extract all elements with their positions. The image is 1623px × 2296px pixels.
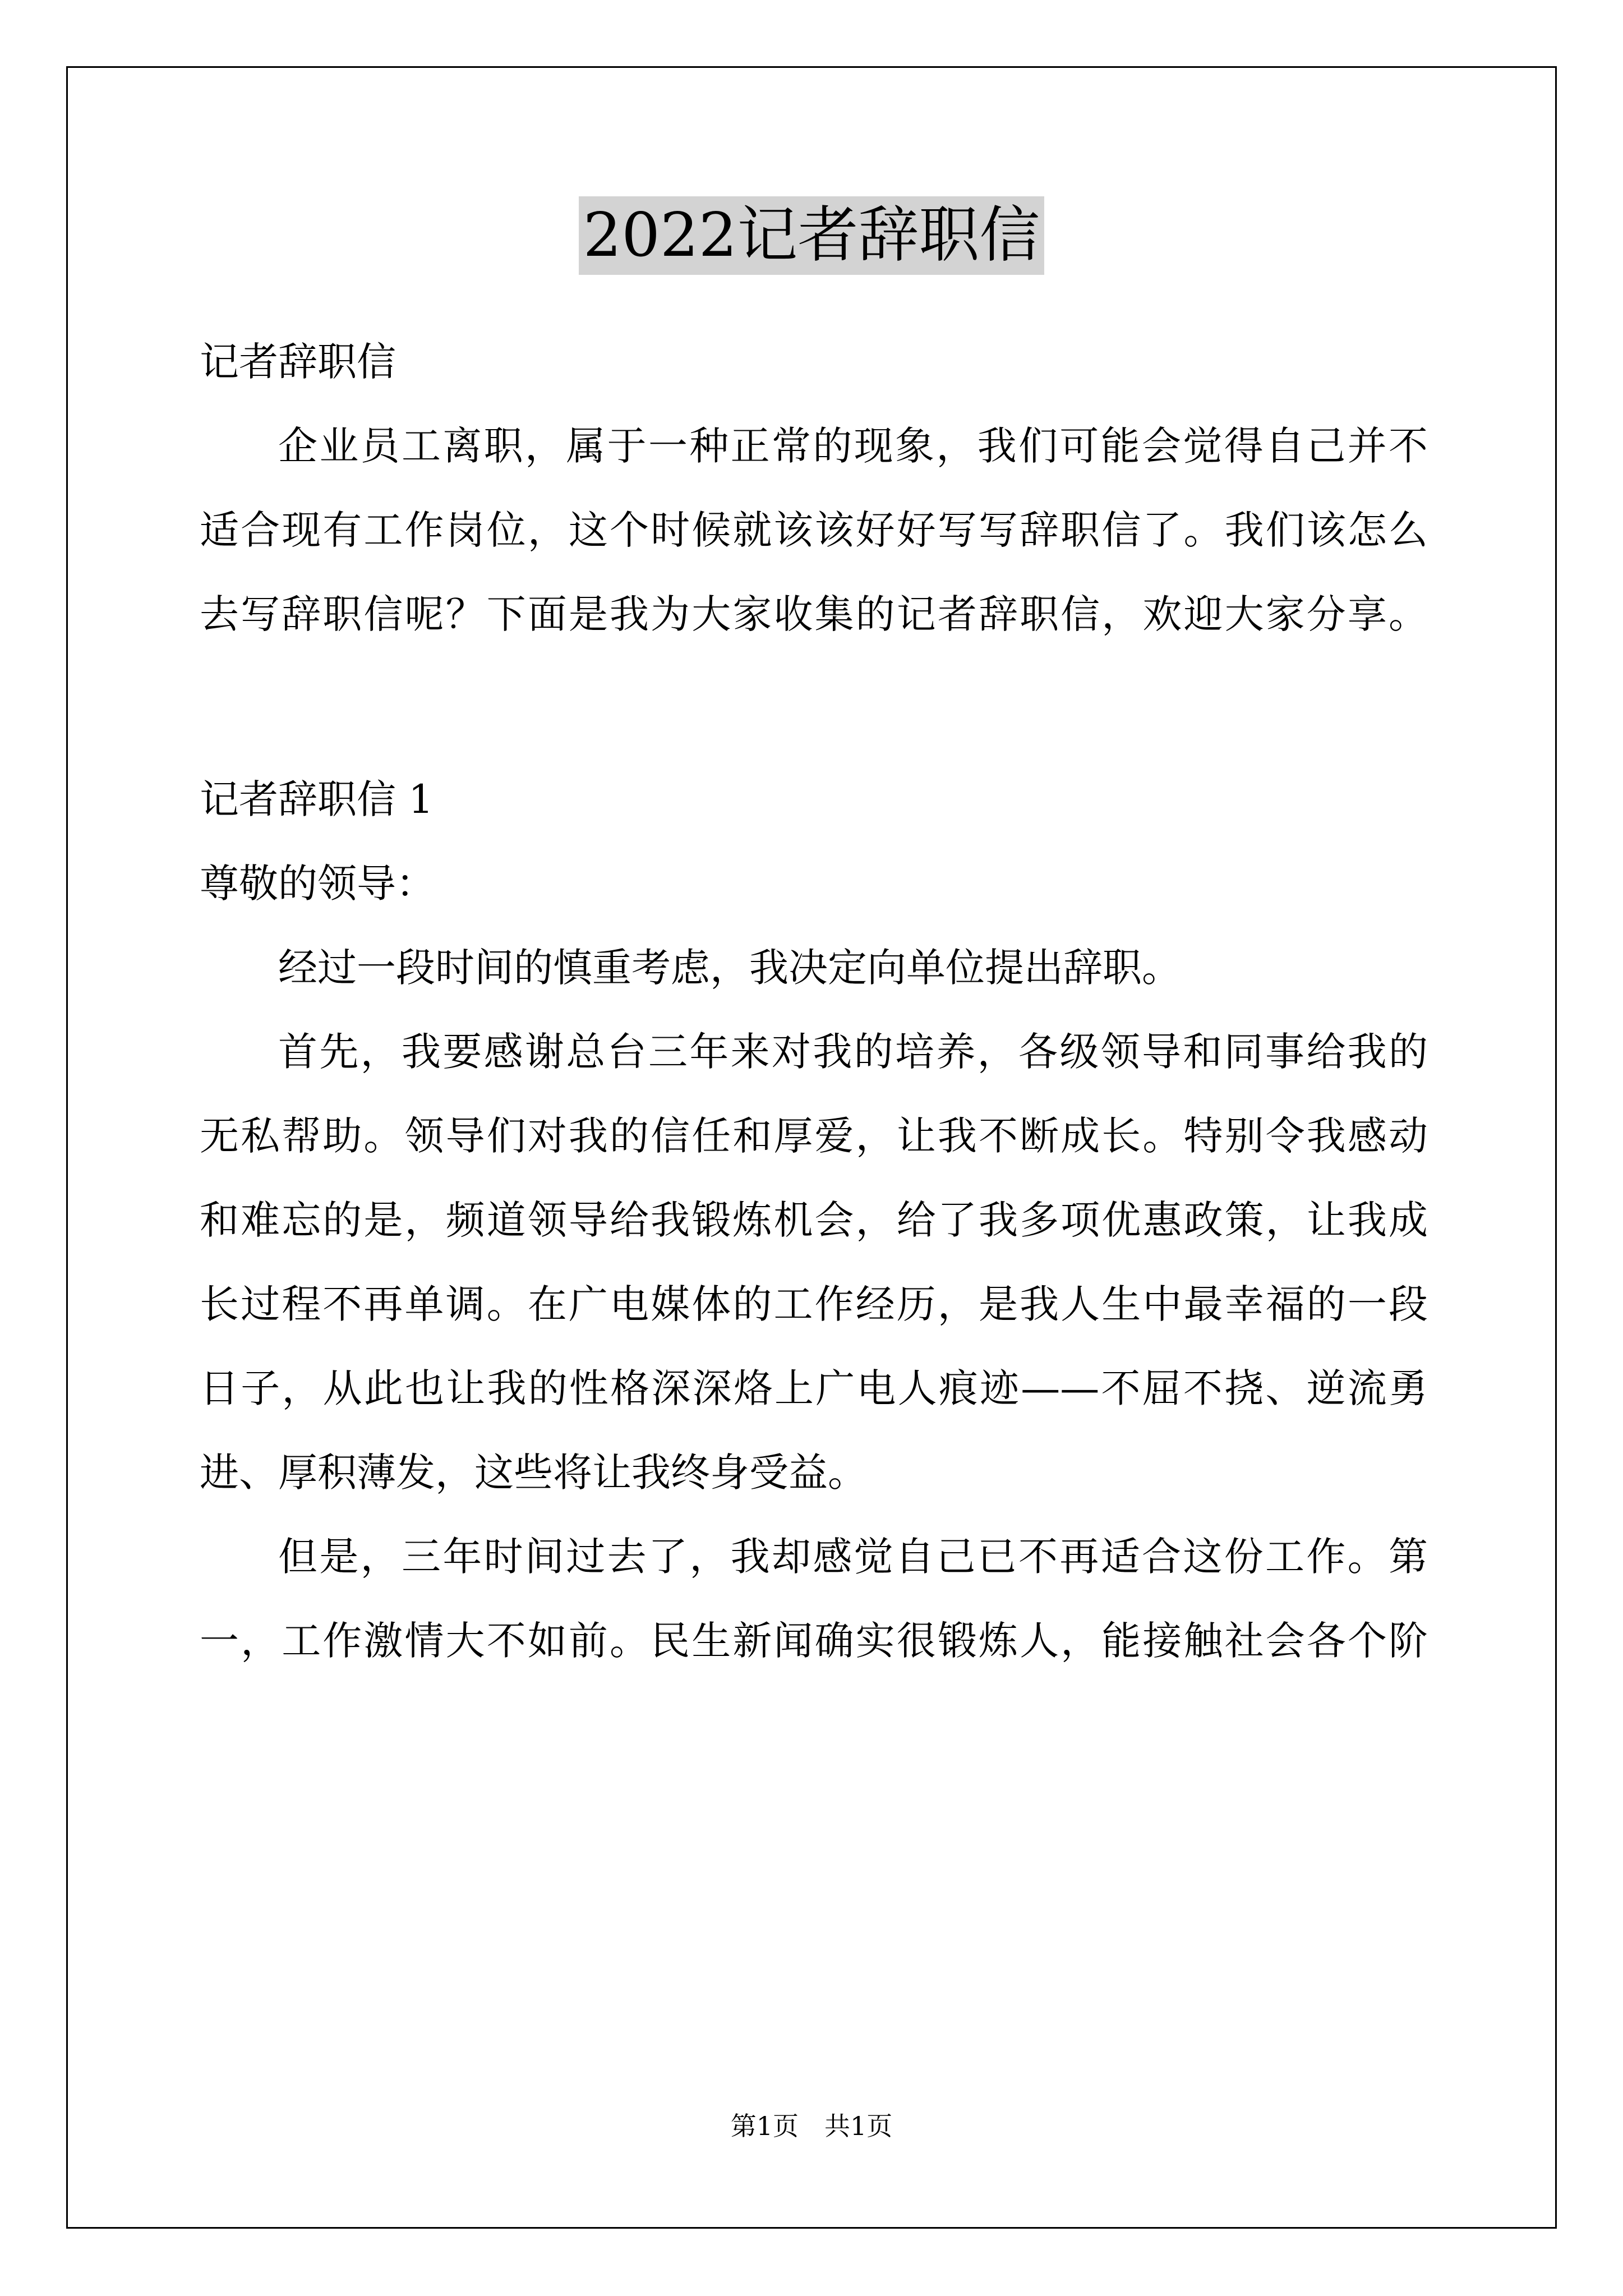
salutation: 尊敬的领导：	[200, 861, 435, 907]
intro-line-1: 企业员工离职，属于一种正常的现象，我们可能会觉得自己并不	[278, 423, 1428, 469]
paragraph2-line-1: 首先，我要感谢总台三年来对我的培养，各级领导和同事给我的	[278, 1029, 1428, 1075]
paragraph2-line-5: 日子，从此也让我的性格深深烙上广电人痕迹——不屈不挠、逆流勇	[200, 1365, 1428, 1411]
title-container	[0, 196, 1623, 275]
paragraph3-line-2: 一，工作激情大不如前。民生新闻确实很锻炼人，能接触社会各个阶	[200, 1618, 1428, 1664]
paragraph2-line-4: 长过程不再单调。在广电媒体的工作经历，是我人生中最幸福的一段	[200, 1281, 1428, 1327]
document-title: 2022记者辞职信	[579, 196, 1045, 275]
paragraph2-line-2: 无私帮助。领导们对我的信任和厚爱，让我不断成长。特别令我感动	[200, 1113, 1428, 1159]
paragraph3-line-1: 但是，三年时间过去了，我却感觉自己已不再适合这份工作。第	[278, 1534, 1428, 1580]
paragraph2-line-6: 进、厚积薄发，这些将让我终身受益。	[200, 1450, 867, 1496]
intro-line-2: 适合现有工作岗位，这个时候就该该好好写写辞职信了。我们该怎么	[200, 507, 1428, 553]
paragraph1-line-1: 经过一段时间的慎重考虑，我决定向单位提出辞职。	[278, 945, 1181, 991]
page-footer: 第1页 共1页	[730, 2111, 893, 2141]
document-heading: 记者辞职信	[200, 339, 396, 385]
section-heading: 记者辞职信 1	[200, 776, 434, 822]
intro-line-3: 去写辞职信呢？下面是我为大家收集的记者辞职信，欢迎大家分享。	[200, 591, 1428, 637]
paragraph2-line-3: 和难忘的是，频道领导给我锻炼机会，给了我多项优惠政策，让我成	[200, 1197, 1428, 1243]
document-body	[200, 320, 1428, 1683]
